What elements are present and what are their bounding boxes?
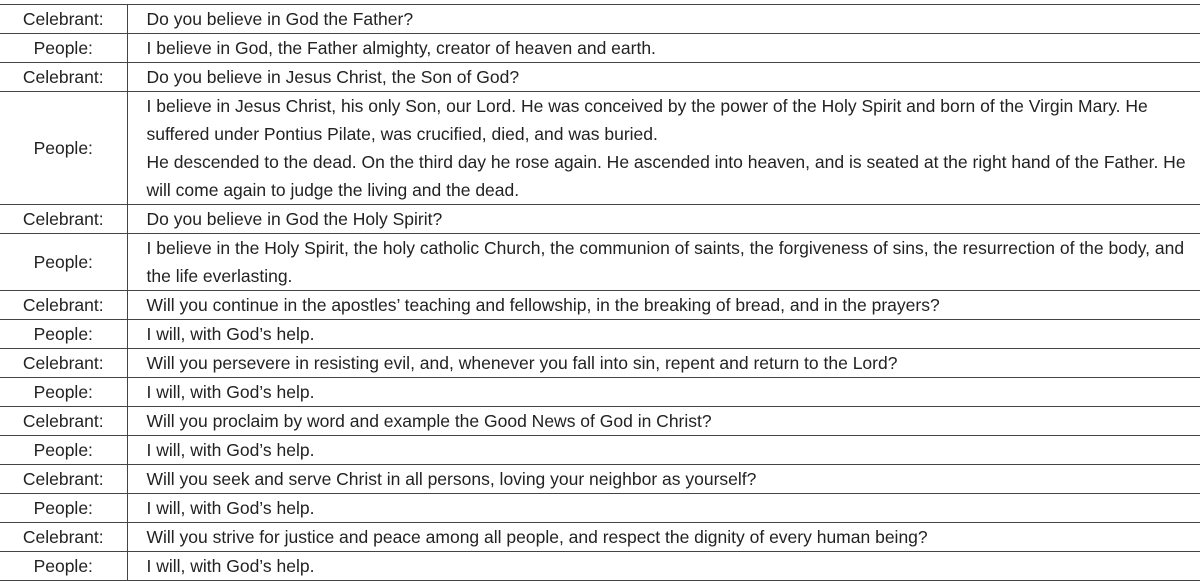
response-text: Will you seek and serve Christ in all persons, loving your neighbor as yourself? bbox=[146, 469, 757, 489]
response-cell bbox=[127, 291, 1200, 320]
response-cell bbox=[127, 320, 1200, 349]
response-cell bbox=[127, 92, 1200, 205]
response-cell bbox=[127, 407, 1200, 436]
response-text: Do you believe in God the Holy Spirit? bbox=[146, 209, 443, 229]
speaker-cell: People: bbox=[0, 552, 127, 581]
response-cell bbox=[127, 436, 1200, 465]
response-text: I will, with God’s help. bbox=[146, 440, 315, 460]
covenant-table-body bbox=[0, 5, 1200, 581]
speaker-cell: People: bbox=[0, 436, 127, 465]
table-row bbox=[0, 34, 1200, 63]
response-cell bbox=[127, 552, 1200, 581]
response-text: I will, with God’s help. bbox=[146, 382, 315, 402]
table-row bbox=[0, 523, 1200, 552]
response-text: I will, with God’s help. bbox=[146, 324, 315, 344]
table-row bbox=[0, 378, 1200, 407]
response-text: I believe in Jesus Christ, his only Son, our Lord. He was conceived by the power of the Holy Spirit and born of the Virgin Mary. He suffered under Pontius Pilate, was crucified, died, and was buried. bbox=[146, 96, 1148, 144]
speaker-cell: People: bbox=[0, 92, 127, 205]
speaker-cell: Celebrant: bbox=[0, 63, 127, 92]
response-text: Will you continue in the apostles’ teaching and fellowship, in the breaking of bread, and in the prayers? bbox=[146, 295, 940, 315]
response-text: Will you persevere in resisting evil, and, whenever you fall into sin, repent and return to the Lord? bbox=[146, 353, 898, 373]
covenant-table bbox=[0, 4, 1200, 581]
speaker-cell: Celebrant: bbox=[0, 465, 127, 494]
speaker-cell: People: bbox=[0, 320, 127, 349]
response-text: I believe in the Holy Spirit, the holy catholic Church, the communion of saints, the forgiveness of sins, the resurrection of the body, and the life everlasting. bbox=[146, 238, 1185, 286]
speaker-cell: People: bbox=[0, 234, 127, 291]
speaker-cell: Celebrant: bbox=[0, 407, 127, 436]
table-row bbox=[0, 349, 1200, 378]
table-row bbox=[0, 234, 1200, 291]
table-row bbox=[0, 320, 1200, 349]
speaker-cell: People: bbox=[0, 494, 127, 523]
table-row bbox=[0, 291, 1200, 320]
response-text: Do you believe in God the Father? bbox=[146, 9, 414, 29]
response-cell bbox=[127, 349, 1200, 378]
response-cell bbox=[127, 234, 1200, 291]
response-cell bbox=[127, 63, 1200, 92]
response-cell bbox=[127, 523, 1200, 552]
speaker-cell: Celebrant: bbox=[0, 205, 127, 234]
table-row bbox=[0, 494, 1200, 523]
table-row bbox=[0, 465, 1200, 494]
table-row bbox=[0, 407, 1200, 436]
speaker-cell: Celebrant: bbox=[0, 5, 127, 34]
speaker-cell: Celebrant: bbox=[0, 523, 127, 552]
response-cell bbox=[127, 378, 1200, 407]
speaker-cell: Celebrant: bbox=[0, 291, 127, 320]
response-cell bbox=[127, 205, 1200, 234]
response-text: Do you believe in Jesus Christ, the Son of God? bbox=[146, 67, 520, 87]
speaker-cell: Celebrant: bbox=[0, 349, 127, 378]
table-row bbox=[0, 5, 1200, 34]
response-text: I will, with God’s help. bbox=[146, 498, 315, 518]
response-text: He descended to the dead. On the third day he rose again. He ascended into heaven, and is seated at the right hand of the Father. He will come again to judge the living and the dead. bbox=[146, 152, 1186, 200]
response-cell bbox=[127, 5, 1200, 34]
table-row bbox=[0, 205, 1200, 234]
response-text: Will you strive for justice and peace among all people, and respect the dignity of every human being? bbox=[146, 527, 928, 547]
response-cell bbox=[127, 34, 1200, 63]
response-text: I believe in God, the Father almighty, creator of heaven and earth. bbox=[146, 38, 656, 58]
response-text: Will you proclaim by word and example the Good News of God in Christ? bbox=[146, 411, 712, 431]
response-cell bbox=[127, 465, 1200, 494]
table-row bbox=[0, 552, 1200, 581]
table-row bbox=[0, 436, 1200, 465]
speaker-cell: People: bbox=[0, 34, 127, 63]
speaker-cell: People: bbox=[0, 378, 127, 407]
response-text: I will, with God’s help. bbox=[146, 556, 315, 576]
table-row bbox=[0, 63, 1200, 92]
response-cell bbox=[127, 494, 1200, 523]
table-row bbox=[0, 92, 1200, 205]
